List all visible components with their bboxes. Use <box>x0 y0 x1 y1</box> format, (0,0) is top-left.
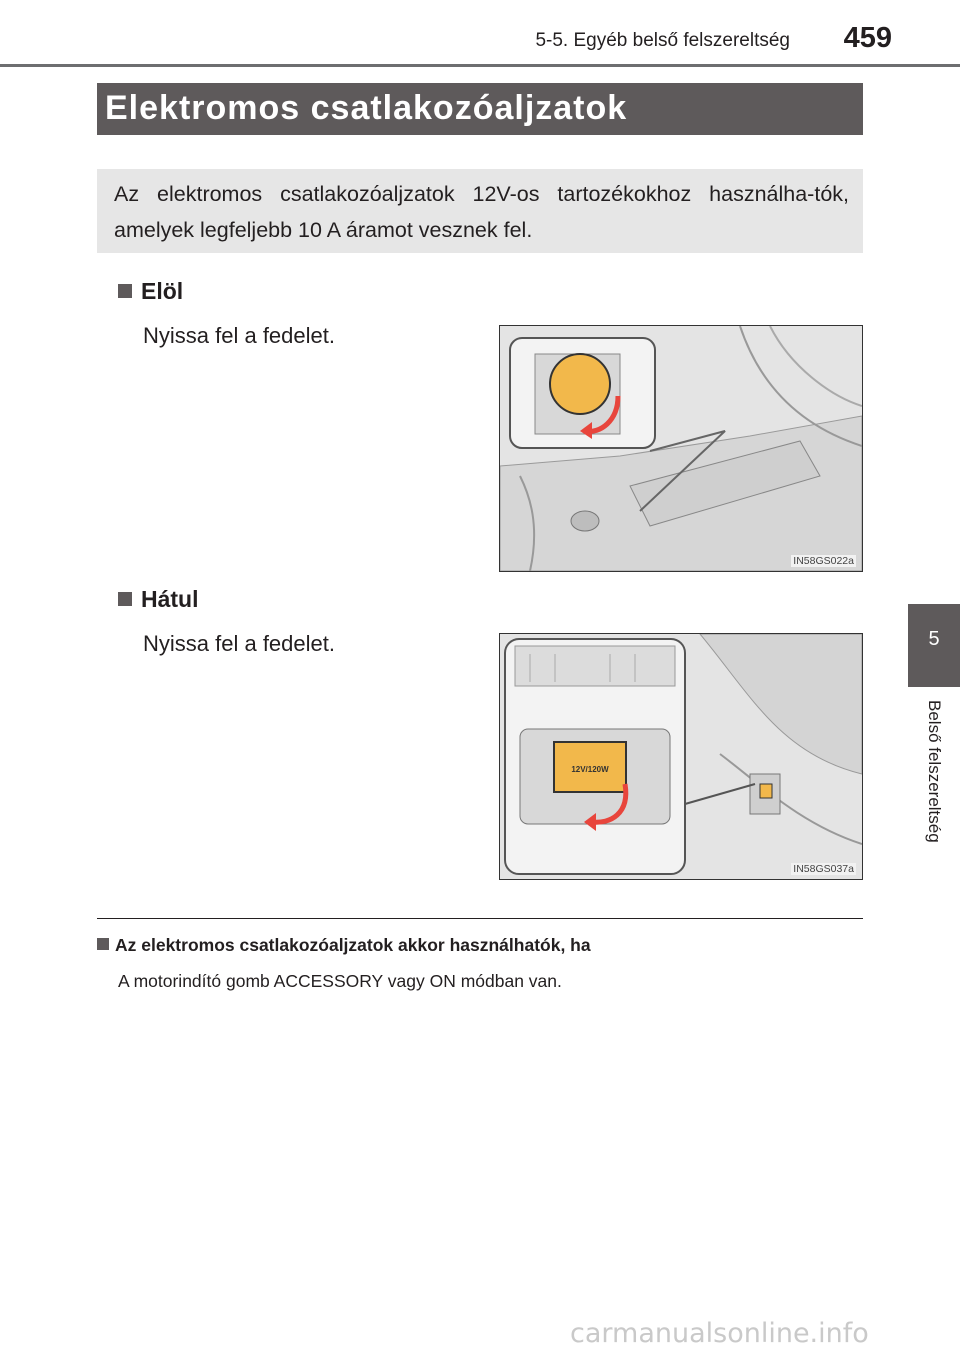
section-body-rear: Nyissa fel a fedelet. <box>143 631 335 656</box>
section-body-front: Nyissa fel a fedelet. <box>143 323 335 348</box>
note-heading-text: Az elektromos csatlakozóaljzatok akkor használhatók, ha <box>115 935 591 955</box>
rear-socket-illustration <box>499 633 863 880</box>
section-heading-rear <box>118 586 199 613</box>
section-heading-front <box>118 278 183 305</box>
rear-console-drawing <box>500 634 862 879</box>
chapter-tab-number: 5 <box>928 628 940 650</box>
intro-text: Az elektromos csatlakozóaljzatok 12V-os tartozékokhoz használha-tók, amelyek legfeljebb 10 A áramot vesznek fel. <box>114 182 849 242</box>
page-number: 459 <box>843 22 892 54</box>
chapter-tab <box>908 604 960 687</box>
rear-socket-rating-label: 12V/120W <box>571 765 609 774</box>
section-heading-rear-text: Hátul <box>141 586 199 612</box>
page-title: Elektromos csatlakozóaljzatok <box>105 89 628 127</box>
front-socket-illustration <box>499 325 863 572</box>
square-bullet-icon <box>118 284 132 298</box>
note-body: A motorindító gomb ACCESSORY vagy ON módban van. <box>118 971 562 991</box>
front-console-drawing <box>500 326 862 571</box>
square-bullet-icon <box>118 592 132 606</box>
note-heading <box>97 935 591 956</box>
running-header-section: 5-5. Egyéb belső felszereltség <box>535 30 790 51</box>
figure-code-rear: IN58GS037a <box>793 863 854 875</box>
watermark: carmanualsonline.info <box>570 1318 869 1349</box>
note-divider <box>97 918 863 919</box>
page-title-bar <box>97 83 863 135</box>
chapter-tab-label-text: Belső felszereltség <box>925 700 944 843</box>
intro-box <box>97 169 863 253</box>
chapter-tab-label <box>908 700 960 870</box>
figure-code-front: IN58GS022a <box>793 555 854 567</box>
square-bullet-icon <box>97 938 109 950</box>
section-heading-front-text: Elöl <box>141 278 184 304</box>
header-divider <box>0 64 960 67</box>
